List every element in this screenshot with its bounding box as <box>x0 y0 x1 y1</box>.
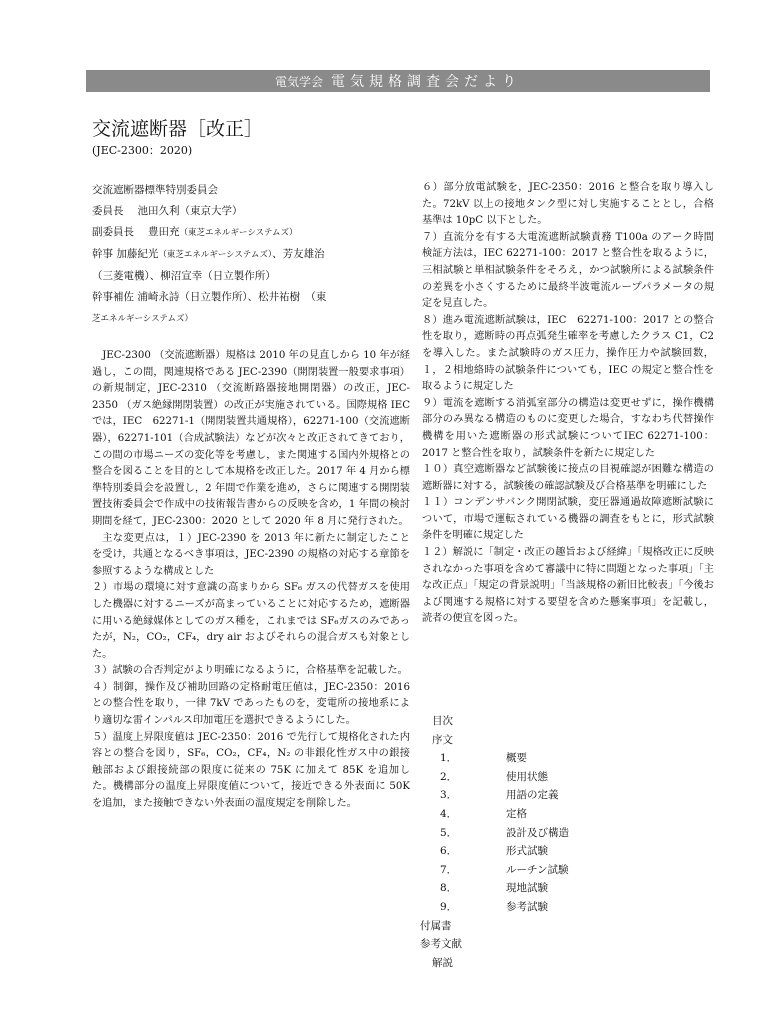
toc-item: 8． 現地試験 <box>440 882 548 895</box>
committee-member: （三菱電機）、柳沼宣幸（日立製作所） <box>92 270 276 282</box>
paragraph: ３）試験の合否判定がより明確になるように，合格基準を記載した。 <box>92 665 408 677</box>
section-banner <box>86 70 710 92</box>
left-column <box>92 180 410 813</box>
toc-item: 5． 設計及び構造 <box>440 826 569 839</box>
toc-item: 1． 概要 <box>440 752 527 765</box>
table-of-contents <box>420 712 569 972</box>
committee-member: 副委員長 豊田充（東芝エネルギーシステムズ） <box>92 226 298 238</box>
paragraph: JEC-2300 （交流遮断器）規格は 2010 年の見直しから 10 年が経過し，この間，関連規格である JEC-2390（開閉装置一般要求事項）の新規制定，JEC-2310 （交流断路器接地開閉器）の改正，JEC-2350 （ガス絶縁開閉装置）の改正が実施されている。国際規格 IEC では，IEC 62271-1（開閉装置共通規格），62271-100（交流遮断器），62271-101（合成試験法）などが次々と改正されてきており，この間の市場ニーズの変化等を考慮し，また関連する国内外規格との整合を図ることを目的として本規格を改正した。2017 年 4 月から標準特別委員会を設置し，2 年間で作業を進め，さらに関連する開閉装置技術委員会で作成中の技術報告書からの反映を含め，1 年間の検討期間を経て，JEC-2300：2020 として 2020 年 8 月に発行された。 <box>92 350 410 527</box>
banner-name: 電気規格調査会だより <box>331 74 521 90</box>
paragraph: ５）温度上昇限度値は JEC-2350：2016 で先行して規格化された内容との整合を図り，SF₆，CO₂，CF₄，N₂ の非銀化性ガス中の銀接触部および銀接続部の限度に従来の 75K に加えて 85K を追加した。機構部分の温度上昇限度値について，接近できる外表面に 50K を追加，また接触できない外表面の温度規定を削除した。 <box>92 731 410 810</box>
committee-member: 幹事補佐 浦崎永詩（日立製作所）、松井祐樹 （東 <box>92 291 327 303</box>
paragraph: ４）制御，操作及び補助回路の定格耐電圧値は，JEC-2350：2016 との整合性を取り，一律 7kV であったものを，変電所の接地系により適切な雷インパルス印加電圧を選択できるようにした。 <box>92 681 410 727</box>
paragraph: ６）部分放電試験を，JEC-2350：2016 と整合を取り導入した。72kV 以上の接地タンク型に対し実施することとし，合格基準は 10pC 以下とした。 <box>422 182 714 227</box>
toc-item: 6． 形式試験 <box>440 845 548 858</box>
paragraph: １０）真空遮断器など試験後に接点の目視確認が困難な構造の遮断器に対する，試験後の確認試験及び合格基準を明確にした <box>422 464 714 492</box>
paragraph: １１）コンデンサバンク開閉試験，変圧器通過故障遮断試験について，市場で運転されている機器の調査をもとに，形式試験条件を明確に規定した <box>422 497 714 542</box>
paragraph: 主な変更点は，１）JEC-2390 を 2013 年に新たに制定したことを受け，共通となるべき事項は，JEC-2390 の規格の対応する章節を参照するような構成とした <box>92 532 410 577</box>
paragraph: ２）市場の環境に対す意識の高まりから SF₆ ガスの代替ガスを使用した機器に対するニーズが高まっていることに対応するため，遮断器に用いる絶縁媒体としてのガス種を，これまでは SF₆ガスのみであったが，N₂，CO₂，CF₄，dry air およびそれらの混合ガスも対象とした。 <box>92 582 410 660</box>
left-body <box>92 348 410 813</box>
page-title: 交流遮断器［改正］ <box>92 118 264 140</box>
standard-code: (JEC-2300：2020) <box>92 144 193 157</box>
committee-member: 委員長 池田久利（東京大学） <box>92 205 243 217</box>
toc-heading: 目次 <box>432 715 453 727</box>
toc-item: 9． 参考試験 <box>440 900 548 913</box>
toc-item: 2． 使用状態 <box>440 770 548 783</box>
toc-commentary: 解説 <box>432 956 453 969</box>
paragraph: ９）電流を遮断する消弧室部分の構造は変更せずに，操作機構部分のみ異なる構造のものに変更した場合，すなわち代替操作機構を用いた遮断器の形式試験についてIEC 62271-100：2017 と整合性を取り，試験条件を新たに規定した <box>422 397 714 459</box>
right-column <box>422 180 714 628</box>
paragraph: ８）進み電流遮断試験は，IEC 62271-100：2017 との整合性を取り，遮断時の再点弧発生確率を考慮したクラス C1，C2 を導入した。また試験時のガス圧力，操作圧力や試験回数，１，２相地絡時の試験条件についても，IEC の規定と整合性を取るように規定した <box>422 314 714 393</box>
banner-org: 電気学会 <box>274 74 323 89</box>
committee-member: 芝エネルギーシステムズ） <box>92 314 193 324</box>
toc-references: 参考文献 <box>420 938 462 951</box>
committee-member: 幹事 加藤紀光（東芝エネルギーシステムズ）、芳友雄治 <box>92 248 325 260</box>
committee-block <box>92 180 410 330</box>
toc-item: 3． 用語の定義 <box>440 789 559 802</box>
toc-item: 4． 定格 <box>440 807 527 820</box>
toc-appendix: 付属書 <box>420 919 452 932</box>
paragraph: ７）直流分を有する大電流遮断試験責務 T100a のアーク時間検証方法は，IEC 62271-100：2017 と整合性を取るように，三相試験と単相試験条件をそろえ，かつ試験所による試験条件の差異を小さくするために最終半波電流ループパラメータの規定を見直した。 <box>422 231 714 310</box>
toc-preface: 序文 <box>432 733 453 746</box>
paragraph: １２）解説に「制定・改正の趣旨および経緯」「規格改正に反映されなかった事項を含めて審議中に特に問題となった事項」「主な改正点」「規定の背景説明」「当該規格の新旧比較表」「今後および関連する規格に対する要望を含めた懸案事項」を記載し，読者の便宜を図った。 <box>422 547 714 625</box>
toc-item: 7． ルーチン試験 <box>440 863 569 876</box>
committee-name: 交流遮断器標準特別委員会 <box>92 184 218 196</box>
